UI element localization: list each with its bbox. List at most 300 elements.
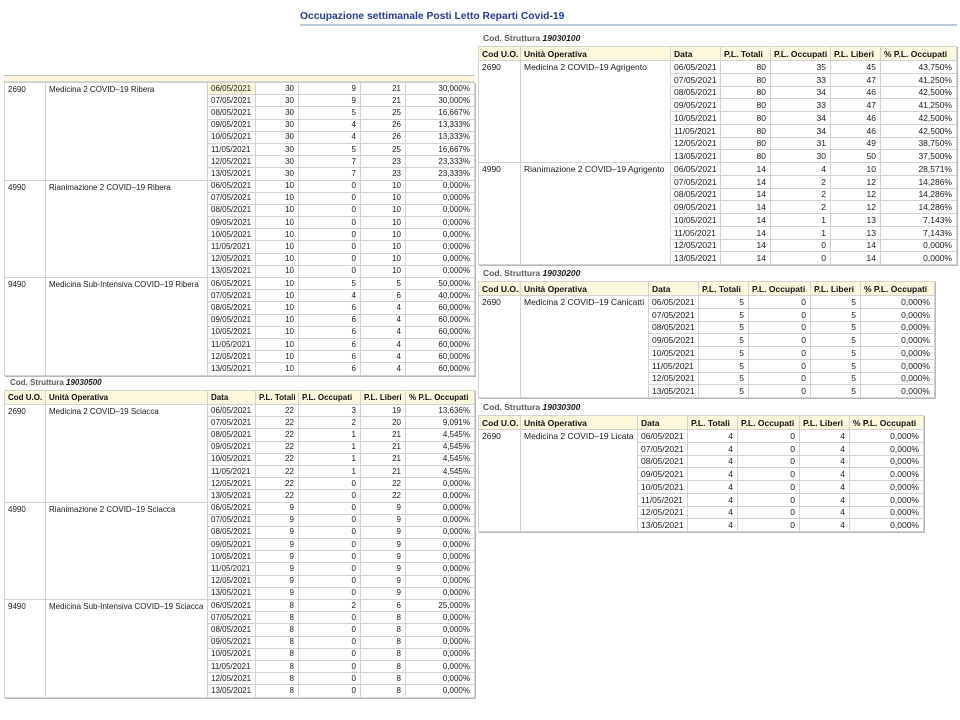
pl-liberi-cell: 4 xyxy=(800,430,850,443)
pl-liberi-cell: 21 xyxy=(361,465,406,477)
date-cell: 07/05/2021 xyxy=(208,95,256,107)
pl-liberi-cell: 12 xyxy=(831,188,881,201)
pl-totali-cell: 22 xyxy=(256,417,299,429)
date-cell: 09/05/2021 xyxy=(638,468,688,481)
pct-pl-occupati-cell: 60,000% xyxy=(406,338,475,350)
date-cell: 13/05/2021 xyxy=(208,685,256,697)
pl-occupati-cell: 0 xyxy=(299,241,361,253)
date-cell: 10/05/2021 xyxy=(208,131,256,143)
date-cell: 13/05/2021 xyxy=(638,519,688,532)
pl-totali-cell: 8 xyxy=(256,600,299,612)
pl-liberi-cell: 14 xyxy=(831,252,881,265)
unit-code-cell: 2690 xyxy=(5,405,46,503)
pct-pl-occupati-cell: 0,000% xyxy=(850,442,924,455)
unit-code-cell: 9490 xyxy=(5,600,46,698)
pct-pl-occupati-cell: 0,000% xyxy=(406,673,475,685)
pl-liberi-cell: 5 xyxy=(811,321,861,334)
pl-totali-cell: 5 xyxy=(699,347,749,360)
pl-totali-cell: 5 xyxy=(699,296,749,309)
date-cell: 12/05/2021 xyxy=(671,137,721,150)
column-header-data: Data xyxy=(649,282,699,296)
pl-liberi-cell: 10 xyxy=(831,163,881,176)
pl-occupati-cell: 2 xyxy=(771,201,831,214)
pl-occupati-cell: 0 xyxy=(749,372,811,385)
pl-totali-cell: 80 xyxy=(721,61,771,74)
table-row xyxy=(479,430,924,443)
pct-pl-occupati-cell: 0,000% xyxy=(850,430,924,443)
pl-liberi-cell: 23 xyxy=(361,156,406,168)
struttura-code: 19030200 xyxy=(542,268,581,278)
date-cell: 08/05/2021 xyxy=(638,455,688,468)
pl-liberi-cell: 9 xyxy=(361,575,406,587)
pl-totali-cell: 30 xyxy=(256,107,299,119)
date-cell: 09/05/2021 xyxy=(208,314,256,326)
pl-occupati-cell: 9 xyxy=(299,83,361,95)
pl-occupati-cell: 0 xyxy=(738,519,800,532)
pl-totali-cell: 30 xyxy=(256,83,299,95)
header-row xyxy=(479,47,957,61)
pl-liberi-cell: 9 xyxy=(361,587,406,599)
pct-pl-occupati-cell: 0,000% xyxy=(406,539,475,551)
date-cell: 13/05/2021 xyxy=(208,587,256,599)
pl-totali-cell: 30 xyxy=(256,95,299,107)
pl-occupati-cell: 1 xyxy=(771,214,831,227)
date-cell: 08/05/2021 xyxy=(649,321,699,334)
pct-pl-occupati-cell: 0,000% xyxy=(406,575,475,587)
pct-pl-occupati-cell: 0,000% xyxy=(406,685,475,697)
pl-occupati-cell: 6 xyxy=(299,302,361,314)
pl-liberi-cell: 25 xyxy=(361,107,406,119)
date-cell: 12/05/2021 xyxy=(208,253,256,265)
pct-pl-occupati-cell: 16,667% xyxy=(406,143,475,155)
pl-totali-cell: 30 xyxy=(256,143,299,155)
date-cell: 08/05/2021 xyxy=(208,107,256,119)
date-cell: 10/05/2021 xyxy=(208,326,256,338)
date-cell: 11/05/2021 xyxy=(208,338,256,350)
pl-liberi-cell: 10 xyxy=(361,217,406,229)
pct-pl-occupati-cell: 42,500% xyxy=(881,86,957,99)
date-cell: 08/05/2021 xyxy=(208,302,256,314)
column-header-unita-operativa: Unità Operativa xyxy=(521,416,638,430)
pl-occupati-cell: 4 xyxy=(299,119,361,131)
pct-pl-occupati-cell: 43,750% xyxy=(881,61,957,74)
pct-pl-occupati-cell: 0,000% xyxy=(406,636,475,648)
struttura-code: 19030300 xyxy=(542,402,581,412)
pl-totali-cell: 14 xyxy=(721,188,771,201)
date-cell: 06/05/2021 xyxy=(208,278,256,290)
unit-name-cell: Rianimazione 2 COVID–19 Ribera xyxy=(46,180,208,278)
date-cell: 06/05/2021 xyxy=(208,180,256,192)
pl-liberi-cell: 21 xyxy=(361,83,406,95)
unit-name-cell: Medicina 2 COVID–19 Ribera xyxy=(46,83,208,181)
table-body xyxy=(479,430,924,532)
date-cell: 13/05/2021 xyxy=(208,168,256,180)
pl-liberi-cell: 13 xyxy=(831,226,881,239)
pl-liberi-cell: 23 xyxy=(361,168,406,180)
pl-occupati-cell: 0 xyxy=(738,455,800,468)
pl-occupati-cell: 0 xyxy=(749,296,811,309)
struttura-label xyxy=(478,266,935,281)
table-body xyxy=(479,296,935,398)
date-cell: 06/05/2021 xyxy=(208,405,256,417)
pl-liberi-cell: 8 xyxy=(361,636,406,648)
unit-name-cell: Medicina Sub-Intensiva COVID–19 Ribera xyxy=(46,278,208,376)
pct-pl-occupati-cell: 14,286% xyxy=(881,188,957,201)
pl-occupati-cell: 0 xyxy=(299,502,361,514)
pct-pl-occupati-cell: 41,250% xyxy=(881,99,957,112)
date-cell: 07/05/2021 xyxy=(208,192,256,204)
date-cell: 13/05/2021 xyxy=(671,252,721,265)
pl-liberi-cell: 46 xyxy=(831,112,881,125)
unit-code-cell: 4990 xyxy=(5,502,46,600)
pl-occupati-cell: 6 xyxy=(299,351,361,363)
date-cell: 08/05/2021 xyxy=(671,188,721,201)
pl-occupati-cell: 0 xyxy=(299,192,361,204)
pl-totali-cell: 9 xyxy=(256,526,299,538)
pct-pl-occupati-cell: 38,750% xyxy=(881,137,957,150)
pl-liberi-cell: 20 xyxy=(361,417,406,429)
table-row xyxy=(479,61,957,74)
pl-totali-cell: 9 xyxy=(256,563,299,575)
pl-totali-cell: 10 xyxy=(256,290,299,302)
pl-occupati-cell: 35 xyxy=(771,61,831,74)
pl-totali-cell: 10 xyxy=(256,326,299,338)
pl-liberi-cell: 14 xyxy=(831,239,881,252)
table-body xyxy=(479,61,957,265)
pct-pl-occupati-cell: 0,000% xyxy=(881,239,957,252)
unit-code-cell: 2690 xyxy=(5,83,46,181)
pl-totali-cell: 10 xyxy=(256,302,299,314)
pl-totali-cell: 80 xyxy=(721,137,771,150)
table-row xyxy=(5,502,475,514)
pl-liberi-cell: 10 xyxy=(361,241,406,253)
struttura-label-text: Cod. Struttura xyxy=(483,402,541,412)
pl-occupati-cell: 31 xyxy=(771,137,831,150)
pl-occupati-cell: 2 xyxy=(299,417,361,429)
struttura-block xyxy=(478,266,935,398)
pl-occupati-cell: 0 xyxy=(299,648,361,660)
column-header-pl-totali: P.L. Totali xyxy=(721,47,771,61)
pl-occupati-cell: 0 xyxy=(749,385,811,398)
date-cell: 09/05/2021 xyxy=(671,99,721,112)
pct-pl-occupati-cell: 7,143% xyxy=(881,226,957,239)
date-cell: 06/05/2021 xyxy=(208,83,256,95)
date-cell: 08/05/2021 xyxy=(208,624,256,636)
pl-liberi-cell: 5 xyxy=(811,372,861,385)
pct-pl-occupati-cell: 0,000% xyxy=(406,502,475,514)
pl-occupati-cell: 0 xyxy=(299,526,361,538)
column-header-data: Data xyxy=(208,391,256,405)
pl-liberi-cell: 22 xyxy=(361,490,406,502)
pct-pl-occupati-cell: 0,000% xyxy=(861,385,935,398)
pl-totali-cell: 14 xyxy=(721,175,771,188)
column-header-pl-liberi: P.L. Liberi xyxy=(361,391,406,405)
pct-pl-occupati-cell: 4,545% xyxy=(406,429,475,441)
date-cell: 09/05/2021 xyxy=(649,334,699,347)
pl-liberi-cell: 9 xyxy=(361,526,406,538)
struttura-table xyxy=(4,390,475,698)
pl-totali-cell: 30 xyxy=(256,131,299,143)
pct-pl-occupati-cell: 60,000% xyxy=(406,326,475,338)
pl-occupati-cell: 0 xyxy=(749,321,811,334)
date-cell: 13/05/2021 xyxy=(671,150,721,163)
pl-occupati-cell: 30 xyxy=(771,150,831,163)
pct-pl-occupati-cell: 0,000% xyxy=(406,551,475,563)
pl-occupati-cell: 2 xyxy=(299,600,361,612)
pct-pl-occupati-cell: 23,333% xyxy=(406,168,475,180)
column-header-pct-pl-occupati: % P.L. Occupati xyxy=(861,282,935,296)
pct-pl-occupati-cell: 0,000% xyxy=(861,359,935,372)
date-cell: 09/05/2021 xyxy=(208,441,256,453)
pct-pl-occupati-cell: 60,000% xyxy=(406,302,475,314)
pl-totali-cell: 4 xyxy=(688,519,738,532)
pl-occupati-cell: 34 xyxy=(771,112,831,125)
pl-occupati-cell: 4 xyxy=(299,290,361,302)
pl-occupati-cell: 6 xyxy=(299,314,361,326)
pl-occupati-cell: 0 xyxy=(299,204,361,216)
pl-liberi-cell: 5 xyxy=(811,347,861,360)
column-header-data: Data xyxy=(671,47,721,61)
pl-liberi-cell: 4 xyxy=(361,338,406,350)
pl-occupati-cell: 0 xyxy=(299,660,361,672)
pl-liberi-cell: 21 xyxy=(361,429,406,441)
pl-occupati-cell: 0 xyxy=(749,359,811,372)
pl-occupati-cell: 0 xyxy=(738,506,800,519)
date-cell: 11/05/2021 xyxy=(208,241,256,253)
pl-liberi-cell: 49 xyxy=(831,137,881,150)
pct-pl-occupati-cell: 0,000% xyxy=(406,490,475,502)
header-row xyxy=(479,282,935,296)
pl-liberi-cell: 4 xyxy=(800,455,850,468)
pl-occupati-cell: 0 xyxy=(299,624,361,636)
date-cell: 06/05/2021 xyxy=(649,296,699,309)
date-cell: 12/05/2021 xyxy=(208,156,256,168)
pct-pl-occupati-cell: 0,000% xyxy=(406,660,475,672)
pl-occupati-cell: 0 xyxy=(299,563,361,575)
date-cell: 07/05/2021 xyxy=(671,175,721,188)
pct-pl-occupati-cell: 14,286% xyxy=(881,175,957,188)
pl-totali-cell: 4 xyxy=(688,481,738,494)
pl-occupati-cell: 0 xyxy=(749,308,811,321)
pl-liberi-cell: 4 xyxy=(361,363,406,375)
pct-pl-occupati-cell: 41,250% xyxy=(881,73,957,86)
pl-liberi-cell: 4 xyxy=(361,351,406,363)
pct-pl-occupati-cell: 14,286% xyxy=(881,201,957,214)
pct-pl-occupati-cell: 13,333% xyxy=(406,131,475,143)
date-cell: 10/05/2021 xyxy=(671,214,721,227)
pl-occupati-cell: 0 xyxy=(299,587,361,599)
unit-code-cell: 2690 xyxy=(479,296,521,398)
pct-pl-occupati-cell: 50,000% xyxy=(406,278,475,290)
pl-occupati-cell: 2 xyxy=(771,175,831,188)
pl-liberi-cell: 10 xyxy=(361,265,406,277)
pl-totali-cell: 8 xyxy=(256,685,299,697)
pct-pl-occupati-cell: 0,000% xyxy=(850,481,924,494)
pl-totali-cell: 10 xyxy=(256,351,299,363)
date-cell: 12/05/2021 xyxy=(208,673,256,685)
unit-name-cell: Medicina 2 COVID–19 Agrigento xyxy=(521,61,671,163)
pl-totali-cell: 14 xyxy=(721,163,771,176)
pl-liberi-cell: 8 xyxy=(361,624,406,636)
unit-code-cell: 4990 xyxy=(479,163,521,265)
pct-pl-occupati-cell: 0,000% xyxy=(406,217,475,229)
pl-liberi-cell: 5 xyxy=(811,334,861,347)
pl-totali-cell: 80 xyxy=(721,73,771,86)
pl-liberi-cell: 21 xyxy=(361,95,406,107)
pct-pl-occupati-cell: 0,000% xyxy=(406,514,475,526)
pl-occupati-cell: 3 xyxy=(299,405,361,417)
pct-pl-occupati-cell: 37,500% xyxy=(881,150,957,163)
date-cell: 11/05/2021 xyxy=(208,465,256,477)
pl-liberi-cell: 50 xyxy=(831,150,881,163)
pl-occupati-cell: 0 xyxy=(299,673,361,685)
date-cell: 13/05/2021 xyxy=(649,385,699,398)
pl-occupati-cell: 0 xyxy=(299,490,361,502)
pct-pl-occupati-cell: 30,000% xyxy=(406,83,475,95)
pct-pl-occupati-cell: 60,000% xyxy=(406,363,475,375)
pct-pl-occupati-cell: 4,545% xyxy=(406,465,475,477)
column-header-unita-operativa: Unità Operativa xyxy=(46,391,208,405)
pl-occupati-cell: 0 xyxy=(299,636,361,648)
struttura-table xyxy=(478,281,935,398)
pl-liberi-cell: 46 xyxy=(831,86,881,99)
pl-totali-cell: 5 xyxy=(699,334,749,347)
unit-name-cell: Medicina 2 COVID–19 Licata xyxy=(521,430,638,532)
pl-totali-cell: 9 xyxy=(256,502,299,514)
struttura-label-text: Cod. Struttura xyxy=(483,268,541,278)
date-cell: 11/05/2021 xyxy=(649,359,699,372)
pl-totali-cell: 9 xyxy=(256,587,299,599)
column-header-data: Data xyxy=(638,416,688,430)
unit-name-cell: Medicina 2 COVID–19 Canicattì xyxy=(521,296,649,398)
pct-pl-occupati-cell: 0,000% xyxy=(850,506,924,519)
pl-occupati-cell: 1 xyxy=(299,465,361,477)
pl-totali-cell: 8 xyxy=(256,612,299,624)
date-cell: 06/05/2021 xyxy=(671,163,721,176)
pl-liberi-cell: 10 xyxy=(361,204,406,216)
pl-liberi-cell: 6 xyxy=(361,290,406,302)
pct-pl-occupati-cell: 4,545% xyxy=(406,453,475,465)
pl-liberi-cell: 5 xyxy=(811,296,861,309)
column-header-pl-occupati: P.L. Occupati xyxy=(749,282,811,296)
pl-totali-cell: 14 xyxy=(721,239,771,252)
struttura-block xyxy=(478,400,924,532)
unit-name-cell: Medicina 2 COVID–19 Sciacca xyxy=(46,405,208,503)
pct-pl-occupati-cell: 4,545% xyxy=(406,441,475,453)
report-title: Occupazione settimanale Posti Letto Reparti Covid-19 xyxy=(300,11,565,22)
date-cell: 08/05/2021 xyxy=(208,526,256,538)
pl-occupati-cell: 9 xyxy=(299,95,361,107)
column-header-pl-occupati: P.L. Occupati xyxy=(771,47,831,61)
pl-totali-cell: 10 xyxy=(256,338,299,350)
pl-occupati-cell: 34 xyxy=(771,124,831,137)
date-cell: 12/05/2021 xyxy=(671,239,721,252)
pl-liberi-cell: 21 xyxy=(361,441,406,453)
pl-liberi-cell: 19 xyxy=(361,405,406,417)
pl-liberi-cell: 47 xyxy=(831,73,881,86)
pl-occupati-cell: 7 xyxy=(299,156,361,168)
pl-occupati-cell: 0 xyxy=(299,478,361,490)
pct-pl-occupati-cell: 0,000% xyxy=(406,241,475,253)
pl-totali-cell: 5 xyxy=(699,321,749,334)
pl-liberi-cell: 12 xyxy=(831,175,881,188)
pl-liberi-cell: 6 xyxy=(361,600,406,612)
pct-pl-occupati-cell: 0,000% xyxy=(861,321,935,334)
pl-occupati-cell: 1 xyxy=(771,226,831,239)
pl-occupati-cell: 0 xyxy=(738,468,800,481)
table-row xyxy=(479,296,935,309)
date-cell: 11/05/2021 xyxy=(638,493,688,506)
pl-liberi-cell: 8 xyxy=(361,685,406,697)
date-cell: 10/05/2021 xyxy=(649,347,699,360)
pl-occupati-cell: 0 xyxy=(299,539,361,551)
pct-pl-occupati-cell: 0,000% xyxy=(850,468,924,481)
pl-totali-cell: 5 xyxy=(699,308,749,321)
column-header-cod-uo: Cod U.O. xyxy=(5,391,46,405)
pl-totali-cell: 10 xyxy=(256,204,299,216)
pl-totali-cell: 80 xyxy=(721,124,771,137)
pct-pl-occupati-cell: 42,500% xyxy=(881,124,957,137)
pl-liberi-cell: 13 xyxy=(831,214,881,227)
pl-liberi-cell: 5 xyxy=(811,359,861,372)
pl-occupati-cell: 7 xyxy=(299,168,361,180)
pl-liberi-cell: 10 xyxy=(361,253,406,265)
pl-liberi-cell: 26 xyxy=(361,131,406,143)
date-cell: 07/05/2021 xyxy=(671,73,721,86)
column-header-pct-pl-occupati: % P.L. Occupati xyxy=(406,391,475,405)
pct-pl-occupati-cell: 7,143% xyxy=(881,214,957,227)
pct-pl-occupati-cell: 13,333% xyxy=(406,119,475,131)
pl-occupati-cell: 0 xyxy=(299,229,361,241)
pl-totali-cell: 80 xyxy=(721,99,771,112)
pct-pl-occupati-cell: 0,000% xyxy=(861,372,935,385)
pl-totali-cell: 9 xyxy=(256,514,299,526)
pct-pl-occupati-cell: 0,000% xyxy=(861,334,935,347)
struttura-block xyxy=(4,75,475,376)
pl-totali-cell: 4 xyxy=(688,442,738,455)
unit-code-cell: 4990 xyxy=(5,180,46,278)
pl-liberi-cell: 9 xyxy=(361,539,406,551)
pl-liberi-cell: 46 xyxy=(831,124,881,137)
column-header-pct-pl-occupati: % P.L. Occupati xyxy=(881,47,957,61)
pl-totali-cell: 22 xyxy=(256,453,299,465)
pct-pl-occupati-cell: 0,000% xyxy=(850,455,924,468)
table-head xyxy=(479,47,957,61)
pl-liberi-cell: 8 xyxy=(361,612,406,624)
pct-pl-occupati-cell: 0,000% xyxy=(850,493,924,506)
pct-pl-occupati-cell: 0,000% xyxy=(861,308,935,321)
pct-pl-occupati-cell: 9,091% xyxy=(406,417,475,429)
pl-totali-cell: 8 xyxy=(256,660,299,672)
table-head xyxy=(479,416,924,430)
pl-totali-cell: 22 xyxy=(256,465,299,477)
column-header-unita-operativa: Unità Operativa xyxy=(521,282,649,296)
struttura-table xyxy=(478,46,957,265)
date-cell: 09/05/2021 xyxy=(671,201,721,214)
pct-pl-occupati-cell: 0,000% xyxy=(881,252,957,265)
pct-pl-occupati-cell: 0,000% xyxy=(861,296,935,309)
pl-liberi-cell: 10 xyxy=(361,229,406,241)
table-row xyxy=(5,600,475,612)
pl-totali-cell: 22 xyxy=(256,478,299,490)
pl-liberi-cell: 10 xyxy=(361,192,406,204)
date-cell: 08/05/2021 xyxy=(671,86,721,99)
pl-liberi-cell: 45 xyxy=(831,61,881,74)
pl-totali-cell: 10 xyxy=(256,217,299,229)
pl-occupati-cell: 1 xyxy=(299,441,361,453)
pl-occupati-cell: 0 xyxy=(299,253,361,265)
pl-occupati-cell: 2 xyxy=(771,188,831,201)
